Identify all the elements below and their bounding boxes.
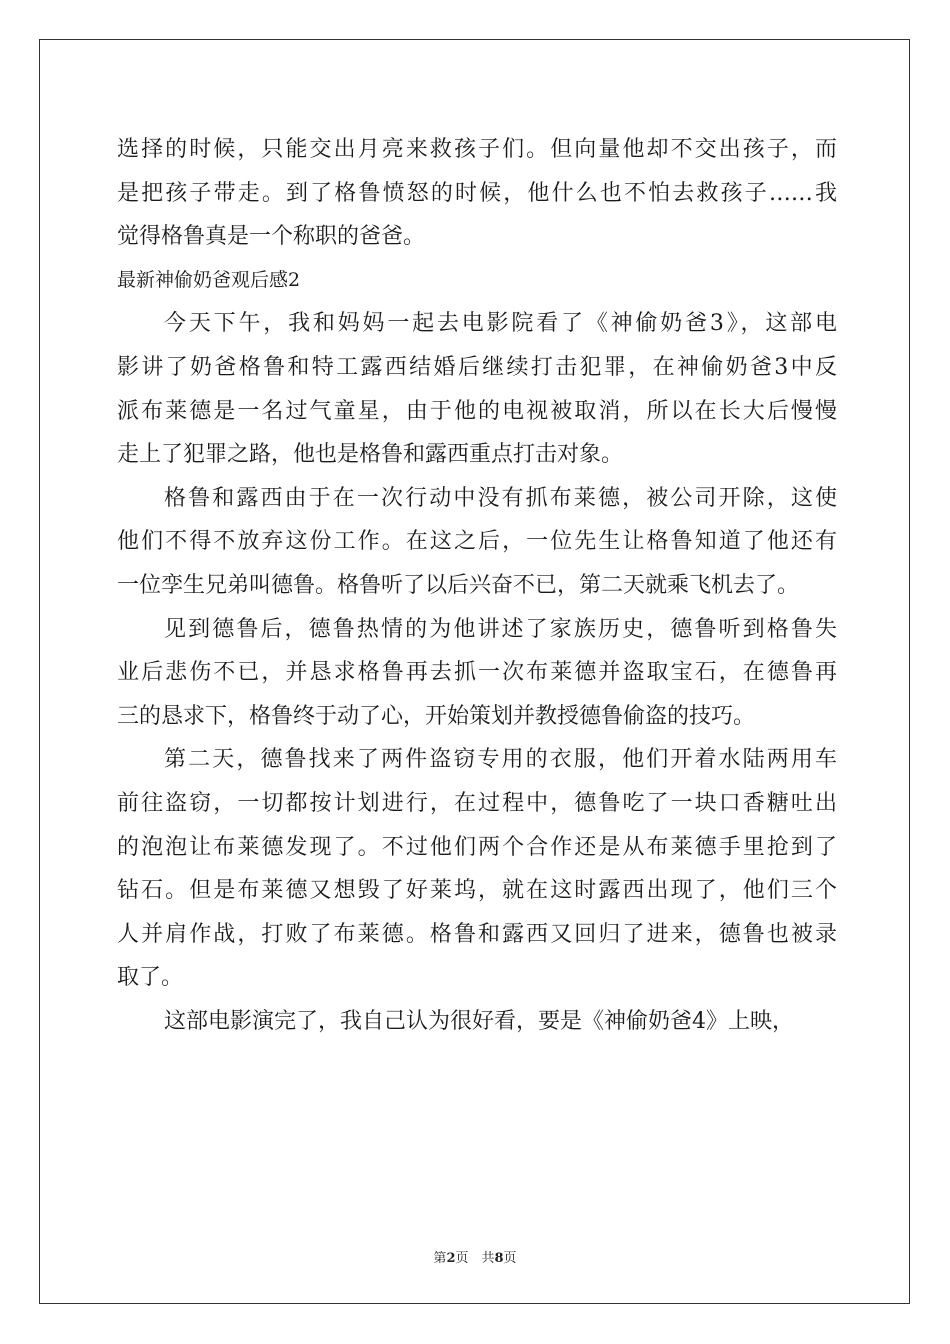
text-line: 业后悲伤不已，并恳求格鲁再去抓一次布莱德并盗取宝石，在德鲁再 bbox=[117, 660, 837, 686]
section-heading: 最新神偷奶爸观后感2 bbox=[117, 268, 301, 291]
text-line: 三的恳求下，格鲁终于动了心，开始策划并教授德鲁偷盗的技巧。 bbox=[117, 703, 756, 729]
page-current-number: 2 bbox=[446, 1251, 456, 1266]
text-line: 格鲁和露西由于在一次行动中没有抓布莱德，被公司开除，这使 bbox=[164, 485, 837, 511]
text-line: 第二天，德鲁找来了两件盗窃专用的衣服，他们开着水陆两用车 bbox=[164, 747, 837, 773]
text-line: 走上了犯罪之路，他也是格鲁和露西重点打击对象。 bbox=[117, 442, 624, 468]
page-middle-text: 页 共 bbox=[455, 1251, 495, 1266]
text-line: 觉得格鲁真是一个称职的爸爸。 bbox=[117, 224, 426, 250]
text-line: 选择的时候，只能交出月亮来救孩子们。但向量他却不交出孩子，而 bbox=[117, 137, 837, 162]
text-line: 人并肩作战，打败了布莱德。格鲁和露西又回归了进来，德鲁也被录 bbox=[117, 921, 837, 947]
page-total-number: 8 bbox=[494, 1251, 504, 1266]
text-line: 钻石。但是布莱德又想毁了好莱坞，就在这时露西出现了，他们三个 bbox=[117, 878, 837, 904]
text-line: 取了。 bbox=[117, 965, 184, 991]
page-footer bbox=[0, 1247, 950, 1266]
text-line: 一位孪生兄弟叫德鲁。格鲁听了以后兴奋不已，第二天就乘飞机去了。 bbox=[117, 572, 800, 598]
page-prefix: 第 bbox=[433, 1251, 447, 1266]
text-line: 的泡泡让布莱德发现了。不过他们两个合作还是从布莱德手里抢到了 bbox=[117, 834, 837, 860]
text-line: 前往盗窃，一切都按计划进行，在过程中，德鲁吃了一块口香糖吐出 bbox=[117, 790, 837, 816]
text-line: 是把孩子带走。到了格鲁愤怒的时候，他什么也不怕去救孩子……我 bbox=[117, 180, 837, 206]
page-suffix: 页 bbox=[503, 1251, 517, 1266]
text-line: 见到德鲁后，德鲁热情的为他讲述了家族历史，德鲁听到格鲁失 bbox=[164, 616, 837, 642]
text-line: 他们不得不放弃这份工作。在这之后，一位先生让格鲁知道了他还有 bbox=[117, 529, 837, 555]
text-line: 影讲了奶爸格鲁和特工露西结婚后继续打击犯罪，在神偷奶爸3中反 bbox=[117, 354, 837, 380]
text-line: 这部电影演完了，我自己认为很好看，要是《神偷奶爸4》上映， bbox=[164, 1008, 794, 1034]
document-body bbox=[117, 128, 837, 1043]
text-line: 今天下午，我和妈妈一起去电影院看了《神偷奶爸3》，这部电 bbox=[164, 311, 837, 337]
text-line: 派布莱德是一名过气童星，由于他的电视被取消，所以在长大后慢慢 bbox=[117, 398, 837, 424]
